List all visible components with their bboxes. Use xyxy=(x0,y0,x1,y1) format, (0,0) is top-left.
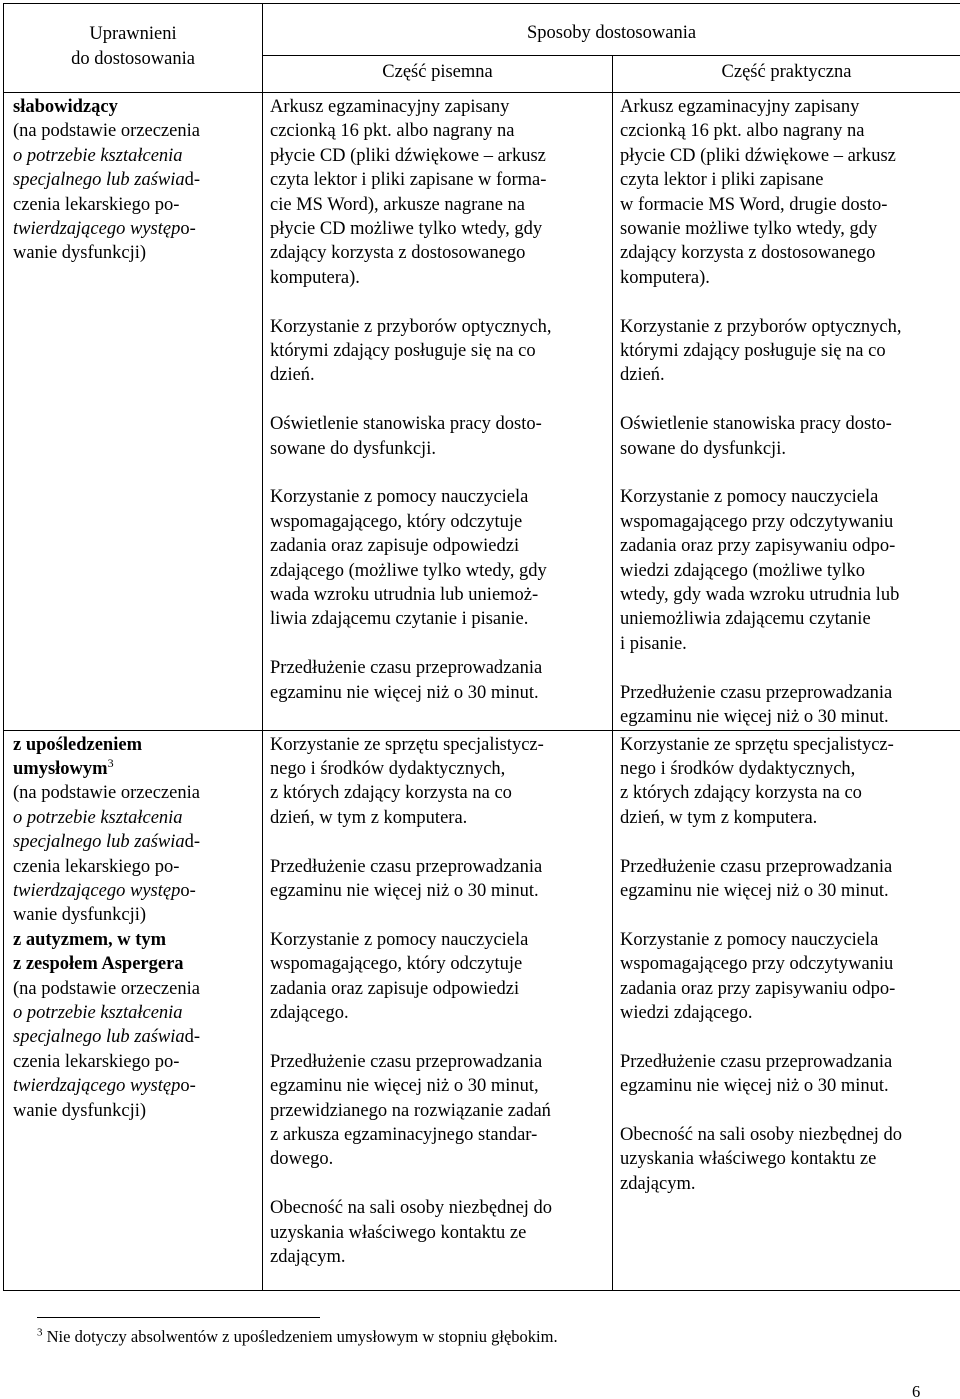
accommodation-line: Obecność na sali osoby niezbędnej do xyxy=(620,1124,903,1145)
group-basis-line: (na podstawie orzeczenia xyxy=(13,783,200,804)
accommodation-item xyxy=(270,928,604,1026)
accommodation-line: zdający korzysta z dostosowanego xyxy=(620,243,876,264)
accommodation-line: wada wzroku utrudnia lub uniemoż- xyxy=(270,585,539,606)
accommodation-line: egzaminu nie więcej niż o 30 minut. xyxy=(620,707,889,728)
group-name xyxy=(13,733,258,757)
accommodation-line: którymi zdający posługuje się na co xyxy=(620,341,886,362)
accommodation-line: Przedłużenie czasu przeprowadzania xyxy=(270,658,543,679)
group-basis-line: twierdzającego występo- xyxy=(13,1076,196,1097)
accommodation-item xyxy=(620,412,952,461)
written-cell-visually-impaired xyxy=(263,93,613,731)
accommodation-item xyxy=(270,95,604,290)
eligible-cell-visually-impaired xyxy=(4,93,263,731)
accommodation-line: uniemożliwia zdającemu czytanie xyxy=(620,609,871,630)
accommodation-item xyxy=(620,95,952,290)
accommodation-line: czyta lektor i pliki zapisane w forma- xyxy=(270,170,547,191)
paragraph-gap xyxy=(620,388,952,412)
accommodation-item xyxy=(270,855,604,904)
accommodation-line: zdającym. xyxy=(270,1246,346,1267)
accommodation-line: Korzystanie ze sprzętu specjalistycz- xyxy=(620,734,894,755)
accommodation-line: dowego. xyxy=(270,1149,334,1170)
page-number: 6 xyxy=(912,1382,921,1399)
group-basis-italic: o potrzebie kształcenia xyxy=(13,1002,183,1023)
accommodation-line: wspomagającego, który odczytuje xyxy=(270,511,523,532)
accommodation-line: zadania oraz przy zapisywaniu odpo- xyxy=(620,536,896,557)
group-basis-line xyxy=(13,1001,258,1025)
paragraph-gap xyxy=(270,290,604,314)
accommodation-line: wiedzi zdającego (możliwe tylko xyxy=(620,560,866,581)
accommodation-line: uzyskania właściwego kontaktu ze xyxy=(270,1222,527,1243)
accommodation-line: czcionką 16 pkt. albo nagrany na xyxy=(620,121,865,142)
accommodation-line: Obecność na sali osoby niezbędnej do xyxy=(270,1198,553,1219)
group-basis-line: czenia lekarskiego po- xyxy=(13,856,180,877)
practical-cell-intellectual-autism xyxy=(613,730,960,1290)
accommodation-line: nego i środków dydaktycznych, xyxy=(270,758,506,779)
accommodation-item xyxy=(270,315,604,388)
header-practical xyxy=(613,56,960,93)
accommodation-line: nego i środków dydaktycznych, xyxy=(620,758,856,779)
accommodation-line: cie MS Word), arkusze nagrane na xyxy=(270,194,526,215)
accommodation-line: sowane do dysfunkcji. xyxy=(270,438,436,459)
accommodation-line: Przedłużenie czasu przeprowadzania xyxy=(620,682,893,703)
group-name-part: umysłowym xyxy=(13,758,108,779)
paragraph-gap xyxy=(270,903,604,927)
accommodation-line: Korzystanie z pomocy nauczyciela xyxy=(620,929,879,950)
footnote-text: Nie dotyczy absolwentów z upośledzeniem umysłowym w stopniu głębokim. xyxy=(46,1327,558,1346)
accommodation-line: zdający korzysta z dostosowanego xyxy=(270,243,526,264)
paragraph-gap xyxy=(270,461,604,485)
accommodation-item xyxy=(620,315,952,388)
paragraph-gap xyxy=(620,903,952,927)
accommodation-line: liwia zdającemu czytanie i pisanie. xyxy=(270,609,529,630)
accommodation-line: Arkusz egzaminacyjny zapisany xyxy=(620,97,860,117)
accommodation-line: zadania oraz przy zapisywaniu odpo- xyxy=(620,978,896,999)
header-methods xyxy=(263,4,960,56)
accommodation-item xyxy=(270,1196,604,1269)
group-basis-line: specjalnego lub zaświad- xyxy=(13,1027,201,1048)
accommodation-line: dzień. xyxy=(620,365,665,386)
header-written-title: Część pisemna xyxy=(382,62,493,83)
footnote-ref: 3 xyxy=(107,755,114,770)
group-basis-line: czenia lekarskiego po- xyxy=(13,194,180,215)
header-methods-title: Sposoby dostosowania xyxy=(526,23,697,43)
group-basis-line: czenia lekarskiego po- xyxy=(13,1051,180,1072)
header-eligible-line2: do dostosowania xyxy=(71,49,195,69)
group-basis-line xyxy=(13,806,258,830)
group-basis-line: specjalnego lub zaświad- xyxy=(13,170,201,191)
accommodation-line: wiedzi zdającego. xyxy=(620,1002,753,1023)
accommodation-line: z których zdający korzysta na co xyxy=(270,783,512,804)
accommodation-line: Przedłużenie czasu przeprowadzania xyxy=(620,856,893,877)
group-name-part: z upośledzeniem xyxy=(13,734,142,755)
paragraph-gap xyxy=(620,656,952,680)
group-basis-line: (na podstawie orzeczenia xyxy=(13,121,200,142)
accommodation-line: wspomagającego, który odczytuje xyxy=(270,954,523,975)
accommodation-line: zdającego (możliwe tylko wtedy, gdy xyxy=(270,560,547,581)
accommodation-item xyxy=(270,656,604,705)
accommodation-item xyxy=(620,855,952,904)
header-written xyxy=(263,56,613,93)
eligible-cell-intellectual-autism xyxy=(4,730,263,1290)
footnote-separator xyxy=(37,1317,320,1318)
group-name xyxy=(13,952,258,976)
paragraph-gap xyxy=(620,830,952,854)
accommodation-line: Korzystanie z pomocy nauczyciela xyxy=(270,929,529,950)
accommodation-line: w formacie MS Word, drugie dosto- xyxy=(620,194,888,215)
accommodation-line: Przedłużenie czasu przeprowadzania xyxy=(270,856,543,877)
accommodation-line: Arkusz egzaminacyjny zapisany xyxy=(270,97,510,117)
group-name: słabowidzący xyxy=(13,97,118,117)
practical-cell-visually-impaired xyxy=(613,93,960,731)
group-basis-line: wanie dysfunkcji) xyxy=(13,243,147,264)
accommodation-line: Przedłużenie czasu przeprowadzania xyxy=(620,1051,893,1072)
table-row xyxy=(4,730,960,1290)
group-name-part: z autyzmem, w tym xyxy=(13,929,167,950)
paragraph-gap xyxy=(620,1099,952,1123)
accommodation-line: zadania oraz zapisuje odpowiedzi xyxy=(270,536,520,557)
accommodation-line: zdającego. xyxy=(270,1002,349,1023)
accommodation-line: płycie CD możliwe tylko wtedy, gdy xyxy=(270,219,543,240)
accommodation-line: egzaminu nie więcej niż o 30 minut. xyxy=(270,880,539,901)
accommodation-line: Korzystanie z przyborów optycznych, xyxy=(620,316,902,337)
written-cell-intellectual-autism xyxy=(263,730,613,1290)
group-basis-line xyxy=(13,144,258,168)
accommodation-line: egzaminu nie więcej niż o 30 minut, xyxy=(270,1076,539,1097)
accommodation-line: przewidzianego na rozwiązanie zadań xyxy=(270,1100,551,1121)
accommodation-item xyxy=(620,681,952,730)
accommodation-line: czcionką 16 pkt. albo nagrany na xyxy=(270,121,515,142)
accommodation-item xyxy=(620,733,952,831)
accommodation-item xyxy=(270,733,604,831)
accommodation-line: komputera). xyxy=(620,267,710,288)
accommodation-line: wspomagającego przy odczytywaniu xyxy=(620,511,894,532)
accommodation-line: sowane do dysfunkcji. xyxy=(620,438,786,459)
accommodation-item xyxy=(620,928,952,1026)
paragraph-gap xyxy=(270,1172,604,1196)
group-basis-line: twierdzającego występo- xyxy=(13,880,196,901)
header-eligible xyxy=(4,4,263,93)
accommodation-line: z których zdający korzysta na co xyxy=(620,783,862,804)
accommodation-line: Korzystanie z przyborów optycznych, xyxy=(270,316,552,337)
accommodation-line: którymi zdający posługuje się na co xyxy=(270,341,536,362)
paragraph-gap xyxy=(620,1025,952,1049)
accommodation-line: czyta lektor i pliki zapisane xyxy=(620,170,824,191)
accommodation-line: uzyskania właściwego kontaktu ze xyxy=(620,1149,877,1170)
accommodation-line: wspomagającego przy odczytywaniu xyxy=(620,954,894,975)
accommodation-line: dzień, w tym z komputera. xyxy=(270,807,468,828)
accommodation-line: Oświetlenie stanowiska pracy dosto- xyxy=(270,414,542,435)
accommodation-line: egzaminu nie więcej niż o 30 minut. xyxy=(270,682,539,703)
accommodation-item xyxy=(270,485,604,631)
accommodation-line: Korzystanie z pomocy nauczyciela xyxy=(270,487,529,508)
group-basis-line: wanie dysfunkcji) xyxy=(13,1100,147,1121)
accommodation-line: i pisanie. xyxy=(620,633,687,654)
group-name xyxy=(13,757,258,781)
paragraph-gap xyxy=(270,388,604,412)
group-name xyxy=(13,928,258,952)
footnote xyxy=(37,1326,558,1348)
accommodation-line: zdającym. xyxy=(620,1173,696,1194)
accommodation-line: Przedłużenie czasu przeprowadzania xyxy=(270,1051,543,1072)
accommodation-line: wtedy, gdy wada wzroku utrudnia lub xyxy=(620,585,900,606)
accommodation-line: płycie CD (pliki dźwiękowe – arkusz xyxy=(620,145,896,166)
header-eligible-line1: Uprawnieni xyxy=(89,24,177,44)
paragraph-gap xyxy=(620,290,952,314)
paragraph-gap xyxy=(270,632,604,656)
accommodation-item xyxy=(620,1123,952,1196)
accommodation-item xyxy=(620,1050,952,1099)
accommodation-item xyxy=(270,412,604,461)
group-basis-line: twierdzającego występo- xyxy=(13,219,196,240)
accommodation-line: egzaminu nie więcej niż o 30 minut. xyxy=(620,880,889,901)
accommodation-line: z arkusza egzaminacyjnego standar- xyxy=(270,1124,538,1145)
header-practical-title: Część praktyczna xyxy=(721,62,852,83)
accommodations-table xyxy=(3,3,960,1291)
accommodation-line: zadania oraz zapisuje odpowiedzi xyxy=(270,978,520,999)
accommodation-line: sowanie możliwe tylko wtedy, gdy xyxy=(620,219,878,240)
paragraph-gap xyxy=(620,461,952,485)
group-basis-italic: o potrzebie kształcenia xyxy=(13,145,183,166)
paragraph-gap xyxy=(270,830,604,854)
group-basis-line: specjalnego lub zaświad- xyxy=(13,832,201,853)
group-basis-line: (na podstawie orzeczenia xyxy=(13,978,200,999)
accommodation-item xyxy=(270,1050,604,1172)
group-basis-line: wanie dysfunkcji) xyxy=(13,905,147,926)
group-name-part: z zespołem Aspergera xyxy=(13,954,184,975)
accommodation-line: dzień. xyxy=(270,365,315,386)
accommodation-line: komputera). xyxy=(270,267,360,288)
table-row xyxy=(4,93,960,731)
group-basis-italic: o potrzebie kształcenia xyxy=(13,807,183,828)
accommodation-item xyxy=(620,485,952,656)
footnote-mark: 3 xyxy=(37,1326,43,1339)
accommodation-line: dzień, w tym z komputera. xyxy=(620,807,818,828)
accommodation-line: płycie CD (pliki dźwiękowe – arkusz xyxy=(270,145,546,166)
paragraph-gap xyxy=(270,1025,604,1049)
accommodation-line: Oświetlenie stanowiska pracy dosto- xyxy=(620,414,892,435)
accommodation-line: egzaminu nie więcej niż o 30 minut. xyxy=(620,1076,889,1097)
accommodation-line: Korzystanie ze sprzętu specjalistycz- xyxy=(270,734,544,755)
accommodation-line: Korzystanie z pomocy nauczyciela xyxy=(620,487,879,508)
